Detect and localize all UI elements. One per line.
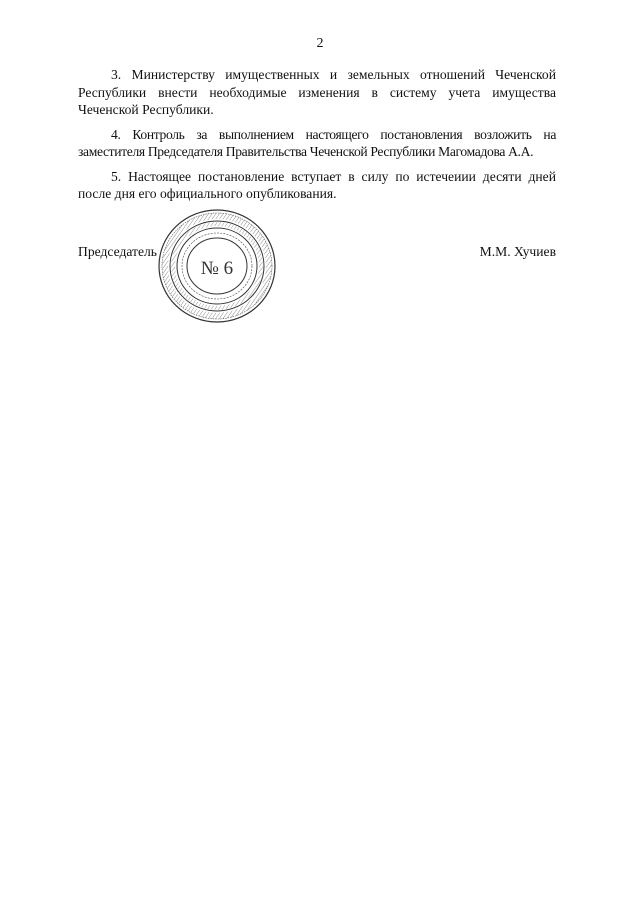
document-body — [78, 66, 556, 210]
signatory-name: М.М. Хучиев — [479, 244, 556, 259]
page-number: 2 — [316, 36, 324, 51]
seal-number: № 6 — [200, 258, 234, 279]
paragraph-3: 3. Министерству имущественных и земельных отношений Чеченской Республики внести необходимые изменения в систему учета имущества Чеченской Республики. — [78, 67, 556, 117]
signatory-title: Председатель — [78, 244, 157, 259]
paragraph-5: 5. Настоящее постановление вступает в силу по истечеиии десяти дней после дня его официального опубликования. — [78, 168, 556, 201]
official-seal — [155, 206, 279, 326]
paragraph-4: 4. Контроль за выполнением настоящего постановления возложить на заместителя Председателя Правительства Чеченской Республики Магомадова А.А. — [78, 126, 556, 159]
signature-block — [78, 244, 556, 264]
seal-graphic — [155, 206, 279, 326]
